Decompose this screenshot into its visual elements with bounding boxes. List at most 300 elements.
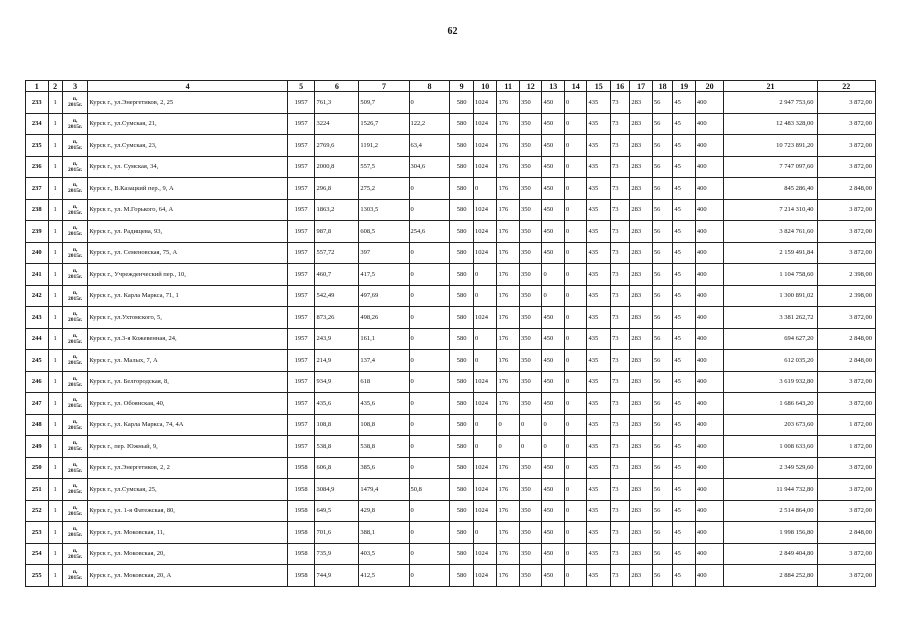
table-row	[26, 371, 876, 393]
table-cell: 0	[564, 393, 587, 415]
table-cell: 233	[26, 92, 49, 114]
table-cell: Курск г., ул. Моковская, 20, А	[88, 565, 287, 587]
table-cell: 435	[587, 221, 611, 243]
table-cell: 10 723 891,20	[724, 135, 817, 157]
table-cell: 1	[48, 135, 62, 157]
table-cell: 1	[48, 565, 62, 587]
table-cell: 580	[450, 328, 474, 350]
column-header: 10	[473, 81, 497, 92]
table-cell: 1	[48, 156, 62, 178]
table-cell: 73	[610, 113, 629, 135]
table-cell: п, 2015г.	[62, 221, 88, 243]
table-cell: 0	[564, 565, 587, 587]
table-cell: 176	[497, 178, 520, 200]
table-cell: 450	[542, 543, 565, 565]
table-cell: 0	[409, 565, 450, 587]
table-cell: 73	[610, 307, 629, 329]
table-cell: 3 872,00	[817, 371, 875, 393]
table-row	[26, 156, 876, 178]
table-cell: 1	[48, 414, 62, 436]
table-cell: Курск г., ул. Карла Маркса, 71, 1	[88, 285, 287, 307]
table-cell: 873,26	[315, 307, 359, 329]
table-cell: 1526,7	[359, 113, 409, 135]
table-cell: 350	[519, 350, 542, 372]
table-cell: 450	[542, 479, 565, 501]
table-cell: п, 2015г.	[62, 135, 88, 157]
table-cell: 1957	[287, 242, 315, 264]
table-cell: 435	[587, 543, 611, 565]
table-cell: 0	[542, 264, 565, 286]
table-row	[26, 113, 876, 135]
table-cell: 1	[48, 500, 62, 522]
table-cell: 538,8	[359, 436, 409, 458]
table-cell: 350	[519, 113, 542, 135]
table-cell: 2000,8	[315, 156, 359, 178]
table-cell: 1958	[287, 543, 315, 565]
table-cell: 56	[652, 285, 672, 307]
table-cell: 618	[359, 371, 409, 393]
table-cell: 400	[695, 479, 724, 501]
table-cell: 73	[610, 135, 629, 157]
table-cell: 253	[26, 522, 49, 544]
table-cell: 580	[450, 285, 474, 307]
table-cell: 400	[695, 285, 724, 307]
table-cell: 176	[497, 500, 520, 522]
table-cell: 283	[630, 92, 653, 114]
table-cell: 1191,2	[359, 135, 409, 157]
table-cell: 56	[652, 92, 672, 114]
table-cell: 176	[497, 242, 520, 264]
table-cell: 0	[564, 135, 587, 157]
table-cell: 557,72	[315, 242, 359, 264]
table-cell: 176	[497, 221, 520, 243]
table-cell: 1958	[287, 522, 315, 544]
table-cell: 1024	[473, 221, 497, 243]
table-cell: 283	[630, 565, 653, 587]
table-cell: 1	[48, 393, 62, 415]
table-cell: 0	[564, 414, 587, 436]
table-cell: 429,8	[359, 500, 409, 522]
table-cell: 580	[450, 543, 474, 565]
table-cell: 3 872,00	[817, 457, 875, 479]
table-cell: 1	[48, 199, 62, 221]
column-header: 19	[673, 81, 696, 92]
table-cell: 56	[652, 156, 672, 178]
table-cell: 608,5	[359, 221, 409, 243]
table-cell: 45	[673, 350, 696, 372]
table-cell: 1 872,00	[817, 414, 875, 436]
table-cell: 580	[450, 199, 474, 221]
table-cell: 1024	[473, 113, 497, 135]
table-cell: 0	[519, 414, 542, 436]
table-cell: 400	[695, 178, 724, 200]
table-cell: п, 2015г.	[62, 113, 88, 135]
table-cell: Курск г., ул.Ухтомского, 5,	[88, 307, 287, 329]
table-cell: 45	[673, 199, 696, 221]
table-cell: 237	[26, 178, 49, 200]
table-cell: 283	[630, 199, 653, 221]
table-cell: 73	[610, 92, 629, 114]
table-cell: 73	[610, 500, 629, 522]
column-header: 17	[630, 81, 653, 92]
table-cell: 450	[542, 328, 565, 350]
table-cell: 0	[473, 414, 497, 436]
table-cell: 45	[673, 436, 696, 458]
table-cell: 0	[409, 350, 450, 372]
table-cell: 2 848,00	[817, 328, 875, 350]
table-cell: Курск г., Учрежденческий пер., 10,	[88, 264, 287, 286]
table-cell: 497,69	[359, 285, 409, 307]
table-cell: 0	[409, 414, 450, 436]
table-cell: 246	[26, 371, 49, 393]
table-cell: 0	[409, 328, 450, 350]
table-cell: 3224	[315, 113, 359, 135]
table-cell: 176	[497, 135, 520, 157]
table-cell: 243,9	[315, 328, 359, 350]
table-cell: 761,3	[315, 92, 359, 114]
table-cell: 2 947 753,60	[724, 92, 817, 114]
table-cell: 1957	[287, 113, 315, 135]
table-cell: Курск г., ул. Обоянская, 40,	[88, 393, 287, 415]
table-cell: 580	[450, 457, 474, 479]
table-cell: 350	[519, 393, 542, 415]
table-cell: 0	[542, 436, 565, 458]
table-cell: 176	[497, 350, 520, 372]
table-cell: 176	[497, 522, 520, 544]
table-cell: 73	[610, 371, 629, 393]
header-row	[26, 81, 876, 92]
column-header: 18	[652, 81, 672, 92]
table-cell: 3 872,00	[817, 307, 875, 329]
table-cell: 450	[542, 113, 565, 135]
table-row	[26, 307, 876, 329]
table-cell: 450	[542, 242, 565, 264]
table-cell: 435	[587, 436, 611, 458]
table-cell: 1	[48, 522, 62, 544]
table-cell: 296,8	[315, 178, 359, 200]
table-cell: 435	[587, 307, 611, 329]
table-cell: Курск г., ул. Сумская, 34,	[88, 156, 287, 178]
table-cell: 1	[48, 113, 62, 135]
table-cell: 203 673,60	[724, 414, 817, 436]
table-cell: 56	[652, 221, 672, 243]
table-cell: 0	[564, 113, 587, 135]
table-cell: 435	[587, 350, 611, 372]
table-cell: 435	[587, 285, 611, 307]
table-cell: 1024	[473, 242, 497, 264]
table-cell: 45	[673, 135, 696, 157]
table-cell: Курск г., ул.Сумская, 25,	[88, 479, 287, 501]
table-cell: 403,5	[359, 543, 409, 565]
table-cell: Курск г., ул.Сумская, 21,	[88, 113, 287, 135]
table-cell: Курск г., ул. Малых, 7, А	[88, 350, 287, 372]
table-cell: 73	[610, 264, 629, 286]
table-row	[26, 393, 876, 415]
table-cell: 283	[630, 135, 653, 157]
column-header: 20	[695, 81, 724, 92]
table-cell: 1957	[287, 414, 315, 436]
table-cell: 450	[542, 307, 565, 329]
table-cell: 0	[409, 543, 450, 565]
table-cell: 283	[630, 436, 653, 458]
table-cell: 3 872,00	[817, 199, 875, 221]
table-cell: 0	[473, 264, 497, 286]
table-cell: п, 2015г.	[62, 479, 88, 501]
table-cell: 450	[542, 371, 565, 393]
table-cell: 3 872,00	[817, 113, 875, 135]
table-cell: 176	[497, 393, 520, 415]
table-cell: 275,2	[359, 178, 409, 200]
table-cell: 3 872,00	[817, 92, 875, 114]
table-cell: 45	[673, 113, 696, 135]
table-cell: 0	[519, 436, 542, 458]
table-row	[26, 500, 876, 522]
table-cell: п, 2015г.	[62, 307, 88, 329]
table-cell: 450	[542, 350, 565, 372]
table-cell: 1 686 643,20	[724, 393, 817, 415]
table-cell: 122,2	[409, 113, 450, 135]
table-cell: 56	[652, 414, 672, 436]
data-table	[25, 80, 876, 587]
table-cell: 0	[409, 436, 450, 458]
table-cell: 45	[673, 156, 696, 178]
table-cell: 350	[519, 371, 542, 393]
table-cell: 45	[673, 328, 696, 350]
table-cell: 45	[673, 285, 696, 307]
table-row	[26, 328, 876, 350]
table-cell: 350	[519, 178, 542, 200]
table-cell: 56	[652, 565, 672, 587]
table-cell: 56	[652, 436, 672, 458]
table-cell: 45	[673, 264, 696, 286]
table-cell: 580	[450, 350, 474, 372]
table-cell: 450	[542, 522, 565, 544]
table-cell: 0	[473, 522, 497, 544]
table-cell: п, 2015г.	[62, 178, 88, 200]
table-cell: 3 872,00	[817, 393, 875, 415]
table-cell: 542,49	[315, 285, 359, 307]
table-cell: 0	[564, 522, 587, 544]
table-cell: 1	[48, 285, 62, 307]
column-header: 5	[287, 81, 315, 92]
table-cell: 1957	[287, 328, 315, 350]
table-cell: 400	[695, 414, 724, 436]
column-header: 4	[88, 81, 287, 92]
column-header: 16	[610, 81, 629, 92]
table-cell: 1958	[287, 500, 315, 522]
table-cell: 45	[673, 393, 696, 415]
table-cell: п, 2015г.	[62, 199, 88, 221]
table-cell: 56	[652, 264, 672, 286]
table-cell: 56	[652, 307, 672, 329]
table-cell: 176	[497, 113, 520, 135]
table-cell: 244	[26, 328, 49, 350]
table-cell: 1024	[473, 457, 497, 479]
table-cell: 45	[673, 479, 696, 501]
table-cell: 0	[564, 479, 587, 501]
table-cell: 400	[695, 393, 724, 415]
table-cell: 45	[673, 543, 696, 565]
table-cell: 435	[587, 565, 611, 587]
table-cell: п, 2015г.	[62, 328, 88, 350]
table-cell: 2 398,00	[817, 264, 875, 286]
table-cell: 108,8	[315, 414, 359, 436]
table-cell: 3 872,00	[817, 565, 875, 587]
table-cell: 400	[695, 436, 724, 458]
table-cell: 450	[542, 457, 565, 479]
table-cell: 2769,6	[315, 135, 359, 157]
table-cell: 580	[450, 113, 474, 135]
table-cell: 0	[564, 199, 587, 221]
table-cell: 283	[630, 500, 653, 522]
table-cell: 450	[542, 199, 565, 221]
table-cell: 0	[409, 307, 450, 329]
table-cell: 176	[497, 328, 520, 350]
table-cell: 45	[673, 500, 696, 522]
table-cell: 350	[519, 307, 542, 329]
table-cell: 73	[610, 285, 629, 307]
table-cell: 0	[409, 457, 450, 479]
table-cell: 412,5	[359, 565, 409, 587]
table-cell: 350	[519, 479, 542, 501]
table-cell: 73	[610, 522, 629, 544]
table-row	[26, 350, 876, 372]
table-cell: 1957	[287, 285, 315, 307]
table-cell: 283	[630, 113, 653, 135]
table-cell: 450	[542, 393, 565, 415]
table-cell: 1	[48, 543, 62, 565]
page-number: 62	[447, 26, 458, 37]
table-cell: 1957	[287, 371, 315, 393]
table-cell: 0	[564, 92, 587, 114]
table-cell: 176	[497, 156, 520, 178]
table-cell: 1024	[473, 393, 497, 415]
table-cell: 2 848,00	[817, 178, 875, 200]
table-cell: 0	[542, 414, 565, 436]
column-header: 7	[359, 81, 409, 92]
table-cell: 2 159 491,84	[724, 242, 817, 264]
table-cell: п, 2015г.	[62, 543, 88, 565]
table-cell: 1024	[473, 543, 497, 565]
table-cell: 350	[519, 135, 542, 157]
table-cell: 2 849 404,80	[724, 543, 817, 565]
table-cell: 176	[497, 479, 520, 501]
table-cell: 56	[652, 135, 672, 157]
table-cell: 176	[497, 285, 520, 307]
table-cell: 400	[695, 350, 724, 372]
table-cell: 56	[652, 500, 672, 522]
column-header: 9	[450, 81, 474, 92]
table-cell: 435,6	[359, 393, 409, 415]
table-cell: 73	[610, 350, 629, 372]
table-cell: 283	[630, 178, 653, 200]
table-cell: 11 944 732,80	[724, 479, 817, 501]
column-header: 22	[817, 81, 875, 92]
table-cell: 73	[610, 565, 629, 587]
table-row	[26, 264, 876, 286]
table-cell: 435,6	[315, 393, 359, 415]
table-cell: Курск г., ул.3-я Кожевенная, 24,	[88, 328, 287, 350]
table-cell: 283	[630, 242, 653, 264]
table-cell: 1958	[287, 457, 315, 479]
table-cell: 234	[26, 113, 49, 135]
table-cell: 450	[542, 565, 565, 587]
table-cell: 214,9	[315, 350, 359, 372]
table-cell: п, 2015г.	[62, 156, 88, 178]
table-cell: 580	[450, 178, 474, 200]
table-cell: 3 872,00	[817, 479, 875, 501]
table-cell: 606,8	[315, 457, 359, 479]
column-header: 21	[724, 81, 817, 92]
table-cell: 1479,4	[359, 479, 409, 501]
table-cell: 56	[652, 457, 672, 479]
table-cell: 460,7	[315, 264, 359, 286]
table-cell: 1024	[473, 565, 497, 587]
table-cell: 350	[519, 543, 542, 565]
table-cell: 1303,5	[359, 199, 409, 221]
table-cell: 1957	[287, 436, 315, 458]
table-row	[26, 135, 876, 157]
table-cell: 400	[695, 92, 724, 114]
table-cell: 176	[497, 199, 520, 221]
table-cell: 73	[610, 457, 629, 479]
table-cell: 435	[587, 328, 611, 350]
table-cell: 417,5	[359, 264, 409, 286]
table-cell: 735,9	[315, 543, 359, 565]
table-cell: 400	[695, 543, 724, 565]
table-cell: 0	[409, 500, 450, 522]
table-cell: 3 824 761,60	[724, 221, 817, 243]
table-cell: 1	[48, 371, 62, 393]
table-cell: 435	[587, 199, 611, 221]
table-cell: 176	[497, 307, 520, 329]
table-cell: 3 872,00	[817, 221, 875, 243]
column-header: 6	[315, 81, 359, 92]
table-cell: 283	[630, 221, 653, 243]
table-cell: 580	[450, 307, 474, 329]
table-cell: 350	[519, 522, 542, 544]
table-cell: 1957	[287, 178, 315, 200]
table-cell: 283	[630, 479, 653, 501]
table-cell: 0	[473, 285, 497, 307]
table-cell: 254	[26, 543, 49, 565]
table-cell: 1024	[473, 92, 497, 114]
table-cell: 400	[695, 156, 724, 178]
table-cell: 283	[630, 285, 653, 307]
table-cell: 50,8	[409, 479, 450, 501]
table-cell: 580	[450, 92, 474, 114]
table-cell: 435	[587, 156, 611, 178]
table-cell: 0	[473, 436, 497, 458]
table-cell: п, 2015г.	[62, 285, 88, 307]
table-cell: Курск г., ул. М.Горького, 64, А	[88, 199, 287, 221]
table-cell: 0	[564, 178, 587, 200]
table-cell: 1	[48, 479, 62, 501]
table-cell: 176	[497, 543, 520, 565]
table-cell: 56	[652, 371, 672, 393]
table-cell: 45	[673, 221, 696, 243]
table-cell: 252	[26, 500, 49, 522]
table-cell: 73	[610, 221, 629, 243]
table-cell: 235	[26, 135, 49, 157]
table-cell: 238	[26, 199, 49, 221]
table-cell: 56	[652, 522, 672, 544]
table-cell: 1 008 633,60	[724, 436, 817, 458]
table-cell: 3 619 932,80	[724, 371, 817, 393]
table-cell: 56	[652, 113, 672, 135]
table-cell: 350	[519, 285, 542, 307]
table-cell: 350	[519, 565, 542, 587]
